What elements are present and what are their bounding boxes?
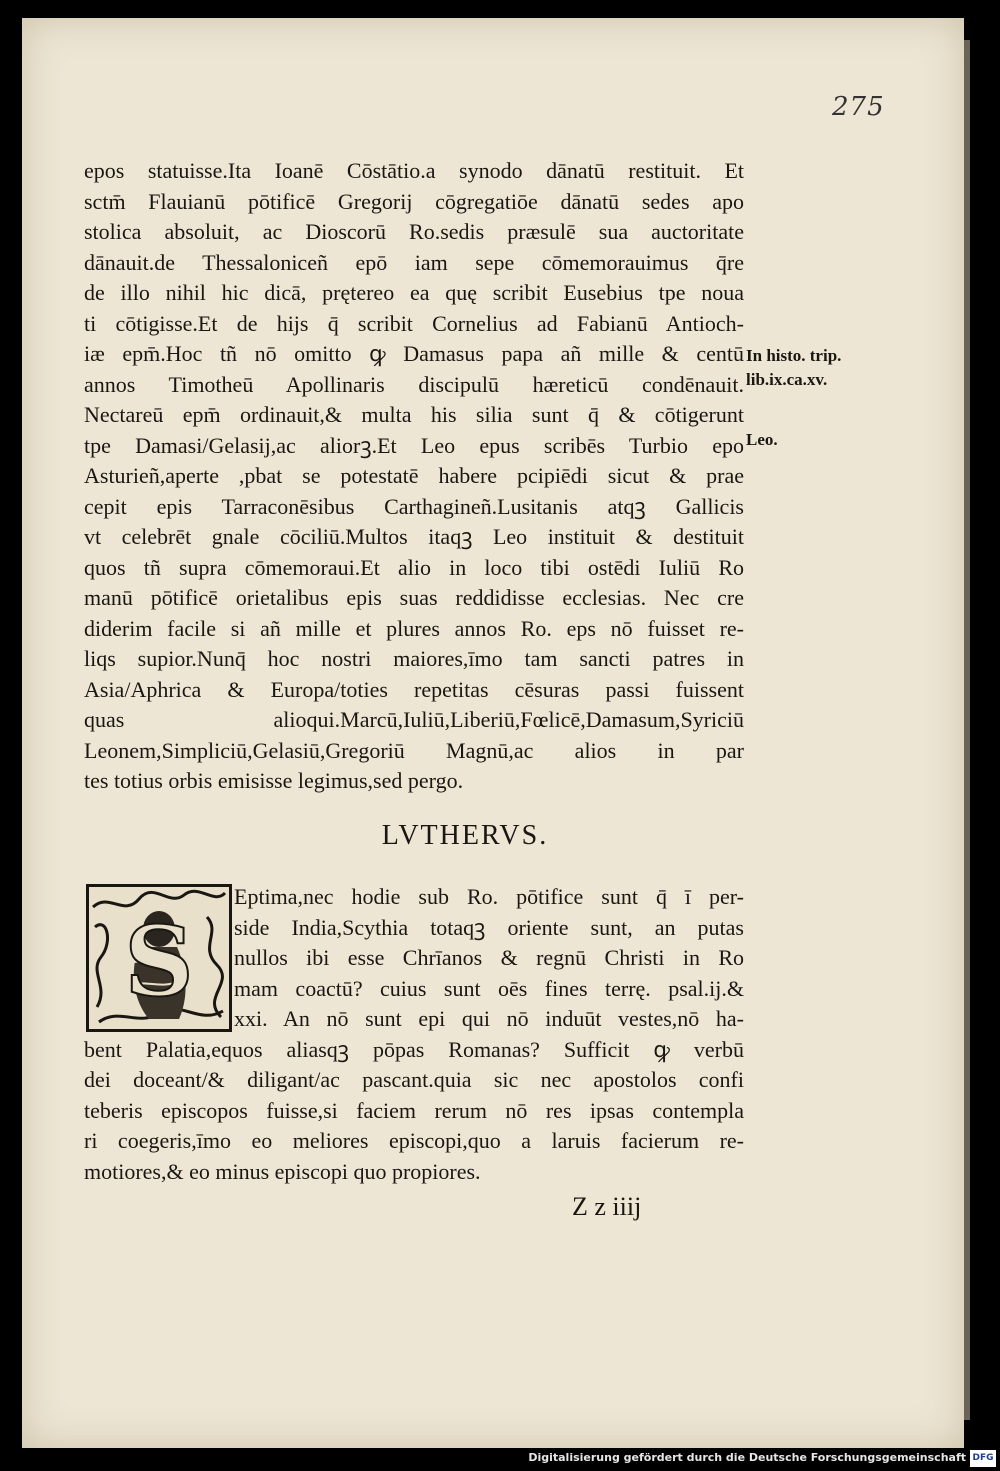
text-line: diderim facile si añ mille et plures annos Ro. eps nō fuisset re- [84,615,744,641]
text-line: Nectareū epm̄ ordinauit,& multa his silia sunt q̄ & cōtigerunt [84,402,744,427]
marginal-note-leo: Leo. [746,430,778,449]
main-text-block [84,156,744,797]
text-line: manū pōtificē orietalibus epis suas reddidisse ecclesias. Nec cre [84,585,744,610]
text-line: xxi. An nō sunt epi qui nō induūt vestes,nō ha- [234,1006,744,1031]
text-line: side India,Scythia totaqꝫ oriente sunt, an putas [234,914,744,940]
text-line: quas alioqui.Marcū,Iuliū,Liberiū,Fœlicē,Damasum,Syriciū [84,707,744,732]
funding-credit: Digitalisierung gefördert durch die Deutsche Forschungsgemeinschaft [528,1451,966,1464]
text-line: dei doceant/& diligant/ac pascant.quia sic nec apostolos confi [84,1067,744,1092]
text-line: epos statuisse.Ita Ioanē Cōstātio.a synodo dānatū restituit. Et [84,158,744,183]
text-line: dānauit.de Thessaloniceñ epō iam sepe cōmemorauimus q̄re [84,249,744,275]
folio-number: 275 [832,92,885,122]
marginal-note-line: In histo. trip. [746,346,842,365]
section-heading: LVTHERVS. [381,820,549,851]
text-line: ri coegeris,īmo eo meliores episcopi,quo a laruis facierum re- [84,1128,744,1153]
text-line: motiores,& eo minus episcopi quo propiores. [84,1158,481,1184]
text-line: de illo nihil hic dicā, prętereo ea quę scribit Eusebius tpe noua [84,280,744,305]
text-line: mam coactū? cuius sunt oēs fines terrę. psal.ij.& [234,975,744,1001]
marginal-note-historia [746,344,841,392]
marginal-note-line: lib.ix.ca.xv. [746,370,828,389]
text-line: Asturieñ,aperte ,pbat se potestatē habere pcipiēdi sicut & prae [84,463,744,488]
text-line: tpe Damasi/Gelasij,ac aliorꝫ.Et Leo epus scribēs Turbio epo [84,432,744,458]
text-line: stolica absoluit, ac Dioscorū Ro.sedis præsulē sua auctoritate [84,219,744,244]
text-line: sctm̄ Flauianū pōtificē Gregorij cōgregatiōe dānatū sedes apo [84,188,744,214]
text-line: Asia/Aphrica & Europa/toties repetitas cēsuras passi fuissent [84,676,744,702]
initial-letter: S [124,905,194,1018]
page-edge [964,40,970,1420]
text-line: bent Palatia,equos aliasqꝫ pōpas Romanas? Sufficit ꝙ verbū [84,1036,744,1062]
text-line: iæ epm̄.Hoc tñ nō omitto ꝙ Damasus papa añ mille & centū [84,341,744,366]
dfg-logo-icon[interactable]: DFG [970,1450,996,1467]
text-line: tes totius orbis emisisse legimus,sed pergo. [84,768,464,793]
text-line: Leonem,Simpliciū,Gelasiū,Gregoriū Magnū,ac alios in par [84,737,744,763]
text-line: vt celebrēt gnale cōciliū.Multos itaqꝫ Leo instituit & destituit [84,524,744,549]
text-line: annos Timotheū Apollinaris discipulū hæreticū condēnauit. [84,371,744,397]
text-line: nullos ibi esse Chrīanos & regnū Christi in Ro [234,945,744,970]
text-line: teberis episcopos fuisse,si faciem rerum nō res ipsas contempla [84,1097,744,1123]
footer-bar [0,1448,1000,1471]
signature-mark: Z z iiij [572,1192,642,1221]
text-line: cepit epis Tarraconēsibus Carthagineñ.Lusitanis atqꝫ Gallicis [84,493,744,519]
text-line: quos tñ supra cōmemoraui.Et alio in loco tibi ostēdi Iuliū Ro [84,554,744,580]
second-text-block [84,882,744,1187]
text-line: liqs supior.Nunq̄ hoc nostri maiores,īmo tam sancti patres in [84,646,744,671]
text-line: Eptima,nec hodie sub Ro. pōtifice sunt q̄ ī per- [234,884,744,909]
text-line: ti cōtigisse.Et de hijs q̄ scribit Cornelius ad Fabianū Antioch- [84,310,744,336]
